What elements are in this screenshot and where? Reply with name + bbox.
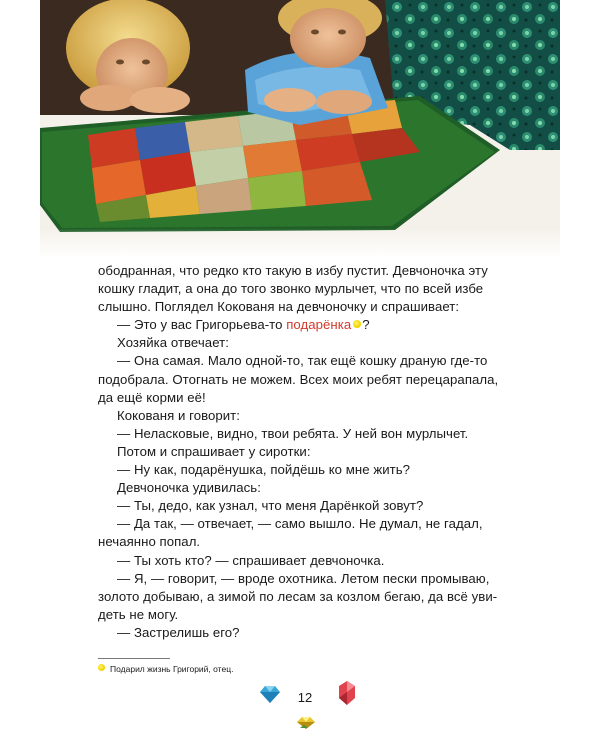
red-gem-icon xyxy=(336,680,358,706)
footnote-marker-icon xyxy=(98,664,105,671)
text-line: — Я, — говорит, — вроде охотника. Летом пески промываю, xyxy=(117,570,490,586)
text-line: — Неласковые, видно, твои ребята. У ней вон мурлычет. xyxy=(117,425,469,441)
blue-gem-icon xyxy=(258,684,282,704)
page-number: 12 xyxy=(297,690,313,705)
highlighted-word: подарёнка xyxy=(286,317,352,333)
text-line: — Ты хоть кто? — спрашивает девчоночка. xyxy=(117,552,385,568)
text-line: Хозяйка отвечает: xyxy=(117,335,229,351)
text-line: — Ты, дедо, как узнал, что меня Дарёнкой зовут? xyxy=(117,498,424,514)
text-line: подобрала. Отогнать не можем. Всех моих ребят перецарапала, xyxy=(98,371,499,387)
yellow-gem-icon xyxy=(296,716,316,730)
footnote xyxy=(98,664,233,675)
text-line: золото добываю, а зимой по лесам за козлом бегаю, да всё уви- xyxy=(98,588,498,604)
text-fragment: ? xyxy=(362,317,370,333)
text-line: слышно. Поглядел Кокованя на девчоночку и спрашивает: xyxy=(98,299,460,315)
text-line: да ещё корми её! xyxy=(98,389,206,405)
text-line: нечаянно попал. xyxy=(98,534,201,550)
text-line: Потом и спрашивает у сиротки: xyxy=(117,443,311,459)
text-line: кошку гладит, а она до того звонко мурлычет, что по всей избе xyxy=(98,281,484,297)
story-text xyxy=(98,262,518,642)
footnote-text: Подарил жизнь Григорий, отец. xyxy=(110,664,234,674)
text-line: — Ну как, подарёнушка, пойдёшь ко мне жить? xyxy=(117,462,411,478)
text-line xyxy=(98,316,518,334)
text-line: Девчоночка удивилась: xyxy=(117,480,261,496)
text-line: — Да так, — отвечает, — само вышло. Не думал, не гадал, xyxy=(117,516,483,532)
footnote-marker-icon xyxy=(353,320,361,328)
text-line: — Застрелишь его? xyxy=(117,624,240,640)
text-line: деть не могу. xyxy=(98,606,179,622)
text-line: — Она самая. Мало одной-то, так ещё кошку драную где-то xyxy=(117,353,488,369)
book-illustration xyxy=(0,0,600,258)
text-line: Кокованя и говорит: xyxy=(117,407,240,423)
text-line: ободранная, что редко кто такую в избу пустит. Девчоночка эту xyxy=(98,263,488,278)
footnote-divider xyxy=(98,658,170,659)
text-fragment: — Это у вас Григорьева-то xyxy=(117,317,287,333)
